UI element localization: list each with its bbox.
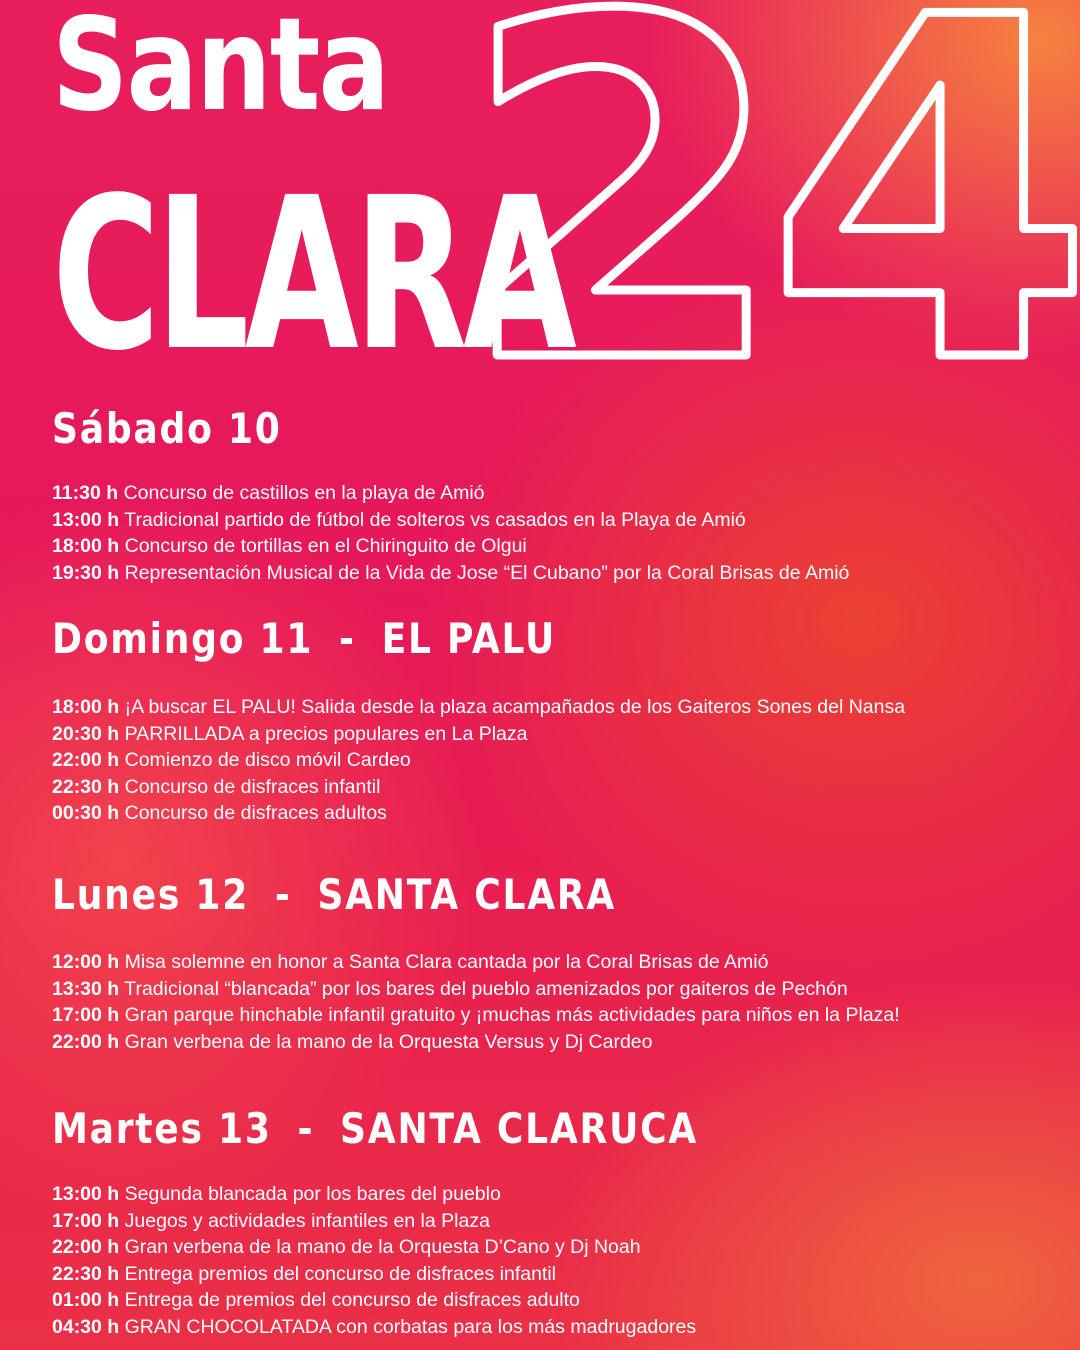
event-list xyxy=(52,949,1052,1055)
event-time: 13:30 h xyxy=(52,977,120,1000)
event-item xyxy=(52,1002,1052,1029)
event-text: PARRILLADA a precios populares en La Plaza xyxy=(124,722,528,745)
event-time: 11:30 h xyxy=(52,482,119,504)
day-section-sabado xyxy=(52,404,1052,586)
event-time: 17:00 h xyxy=(52,1209,120,1232)
event-time: 18:00 h xyxy=(52,535,120,558)
event-item xyxy=(52,1314,1052,1341)
day-subtitle: SANTA CLARA xyxy=(317,870,617,919)
heading-separator: - xyxy=(297,1104,315,1153)
day-heading xyxy=(52,870,912,919)
heading-separator: - xyxy=(274,870,292,919)
event-text: ¡A buscar EL PALU! Salida desde la plaza acampañados de los Gaiteros Sones del Nansa xyxy=(124,696,906,718)
event-item xyxy=(52,747,1052,774)
day-section-martes xyxy=(52,1104,1052,1341)
event-text: Tradicional “blancada” por los bares del pueblo amenizados por gaiteros de Pechón xyxy=(124,977,848,1000)
day-section-domingo xyxy=(52,614,1052,827)
event-text: Comienzo de disco móvil Cardeo xyxy=(124,749,411,772)
event-time: 20:30 h xyxy=(52,722,120,745)
event-time: 22:30 h xyxy=(52,775,120,798)
event-time: 13:00 h xyxy=(52,1183,120,1205)
event-item xyxy=(52,560,1052,587)
event-item xyxy=(52,694,1052,721)
event-text: Tradicional partido de fútbol de solteros vs casados en la Playa de Amió xyxy=(124,508,746,531)
day-section-lunes xyxy=(52,870,1052,1055)
event-list xyxy=(52,694,1052,827)
event-item xyxy=(52,1208,1052,1235)
event-item xyxy=(52,1181,1052,1208)
day-heading xyxy=(52,404,912,453)
event-time: 01:00 h xyxy=(52,1289,120,1312)
event-item xyxy=(52,1287,1052,1314)
event-time: 17:00 h xyxy=(52,1004,120,1027)
event-time: 19:30 h xyxy=(52,561,120,584)
event-list xyxy=(52,480,1052,586)
day-heading xyxy=(52,614,912,663)
event-time: 12:00 h xyxy=(52,951,120,973)
day-heading xyxy=(52,1104,912,1153)
event-text: Gran verbena de la mano de la Orquesta Versus y Dj Cardeo xyxy=(124,1030,653,1053)
event-time: 00:30 h xyxy=(52,802,120,825)
event-time: 22:30 h xyxy=(52,1262,120,1285)
day-label: Sábado 10 xyxy=(52,404,282,453)
event-time: 13:00 h xyxy=(52,508,120,531)
event-item xyxy=(52,800,1052,827)
event-time: 22:00 h xyxy=(52,1030,120,1053)
event-text: Misa solemne en honor a Santa Clara cantada por la Coral Brisas de Amió xyxy=(124,951,769,973)
event-text: Concurso de disfraces adultos xyxy=(124,802,387,825)
event-item xyxy=(52,774,1052,801)
title-clara: CLARA xyxy=(52,152,573,397)
event-item xyxy=(52,1029,1052,1056)
event-text: Gran verbena de la mano de la Orquesta D’Cano y Dj Noah xyxy=(124,1236,641,1259)
event-text: Concurso de tortillas en el Chiringuito de Olgui xyxy=(124,535,527,558)
event-text: Gran parque hinchable infantil gratuito y ¡muchas más actividades para niños en la Plaza! xyxy=(124,1004,900,1027)
event-text: Concurso de castillos en la playa de Amió xyxy=(123,482,485,504)
day-subtitle: EL PALU xyxy=(381,614,557,663)
event-list xyxy=(52,1181,1052,1341)
day-label: Lunes 12 xyxy=(52,870,250,919)
event-text: Segunda blancada por los bares del pueblo xyxy=(124,1183,501,1205)
event-text: Entrega premios del concurso de disfraces infantil xyxy=(124,1262,557,1285)
heading-separator: - xyxy=(339,614,356,663)
event-item xyxy=(52,480,1052,507)
event-item xyxy=(52,976,1052,1003)
event-item xyxy=(52,1234,1052,1261)
day-label: Martes 13 xyxy=(52,1104,272,1153)
event-text: GRAN CHOCOLATADA con corbatas para los más madrugadores xyxy=(124,1315,697,1338)
event-time: 04:30 h xyxy=(52,1315,120,1338)
event-item xyxy=(52,949,1052,976)
event-item xyxy=(52,507,1052,534)
event-time: 18:00 h xyxy=(52,696,120,718)
event-text: Representación Musical de la Vida de Jose “El Cubano” por la Coral Brisas de Amió xyxy=(124,561,850,584)
day-label: Domingo 11 xyxy=(52,614,314,663)
title-santa: Santa xyxy=(52,0,389,140)
day-subtitle: SANTA CLARUCA xyxy=(340,1104,699,1153)
event-text: Concurso de disfraces infantil xyxy=(124,775,381,798)
event-time: 22:00 h xyxy=(52,749,120,772)
event-item xyxy=(52,721,1052,748)
event-text: Entrega de premios del concurso de disfraces adulto xyxy=(124,1289,580,1312)
event-item xyxy=(52,533,1052,560)
event-text: Juegos y actividades infantiles en la Plaza xyxy=(124,1209,490,1232)
event-item xyxy=(52,1261,1052,1288)
year-outline-graphic xyxy=(450,0,1075,466)
event-time: 22:00 h xyxy=(52,1236,120,1259)
year-24: 24 xyxy=(460,0,1075,466)
